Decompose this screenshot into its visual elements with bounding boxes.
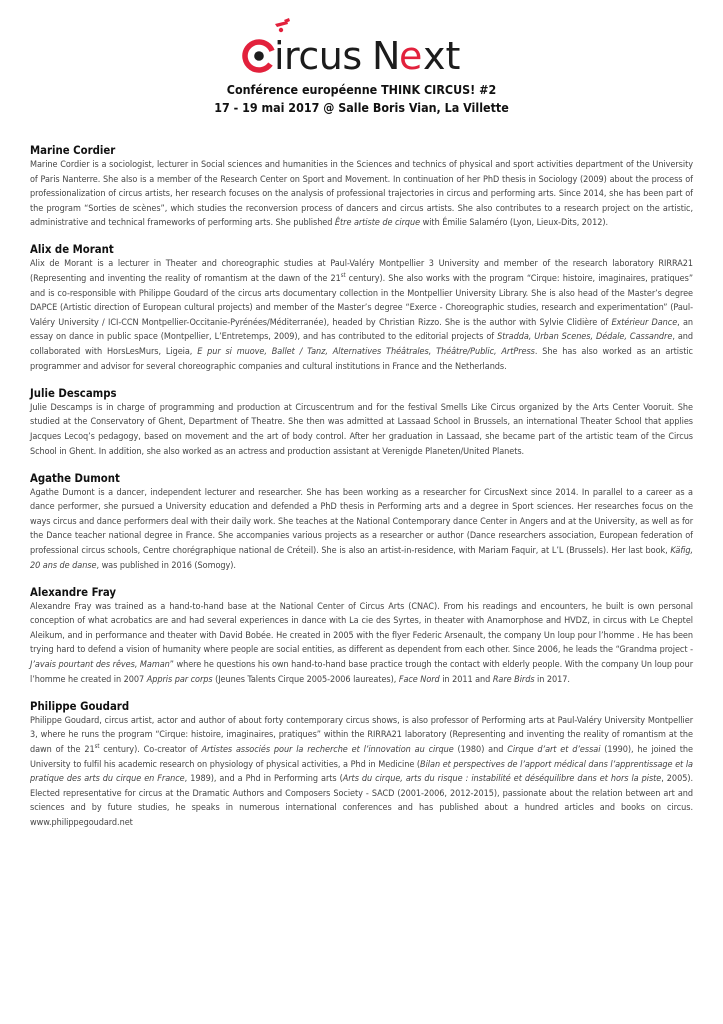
circusnext-logo — [0, 18, 723, 76]
bio-name: Agathe Dumont — [30, 471, 120, 485]
conference-date-venue: 17 - 19 mai 2017 @ Salle Boris Vian, La Villette — [214, 100, 509, 115]
bio-entry — [30, 387, 693, 459]
bio-name: Alexandre Fray — [30, 585, 116, 599]
bio-entry — [30, 243, 693, 374]
bio-text: Alexandre Fray was trained as a hand-to-hand base at the National Center of Circus Arts (CNAC). From his readings and encounters, he built is own personal conception of what acrobatics are and had several experiences in dance with La cie des Syrtes, in theater with Anamorphose and HVDZ, in circus with Le Cheptel Aleikum, and in performance and theater with David Bobée. He created in 2005 with the flyer Federic Arsenault, the company Un loup pour l’homme . He has been trying hard to defend a vision of humanity where people are social entities, as different as dependent from each other. Since 2006, he leads the “Grandma project - J’avais pourtant des rêves, Maman” where he questions his own hand-to-hand base practice trough the contact with elderly people. With the company Un loup pour l’homme he created in 2007 Appris par corps (Jeunes Talents Cirque 2005-2006 laureates), Face Nord in 2011 and Rare Birds in 2017. — [30, 601, 693, 685]
conference-header — [0, 81, 723, 117]
bio-entry — [30, 700, 693, 831]
bio-text: Marine Cordier is a sociologist, lecturer in Social sciences and humanities in the Sciences and technics of physical and sport activities department of the University of Paris Nanterre. She also is a member of the Research Center on Sport and Movement. In continuation of her PhD thesis in Sociology (2009) about the process of professionalization of circus artists, her research focuses on the analysis of professional trajectories in circus and performing arts. Since 2014, she has been part of the program “Sorties de scènes”, which studies the reconversion process of dancers and circus artists. She also contributes to a research project on the artistic, administrative and technical frameworks of performing arts. She published Être artiste de cirque with Émilie Salaméro (Lyon, Lieux-Dits, 2012). — [30, 160, 693, 229]
logo-text-ircus: ircus — [273, 34, 362, 76]
bio-name: Philippe Goudard — [30, 699, 130, 713]
bio-entry — [30, 586, 693, 688]
bio-name: Marine Cordier — [30, 144, 116, 157]
circusnext-logo-graphic — [237, 18, 487, 76]
bio-text: Alix de Morant is a lecturer in Theater and choreographic studies at Paul-Valéry Montpellier 3 University and member of the research laboratory RIRRA21 (Representing and inventing the reality of romantism at the dawn of the 21st century). She also works with the program “Cirque: histoire, imaginaires, pratiques” and is co-responsible with Philippe Goudard of the circus arts documentary collection in the Montpellier University Library. She is also head of the Master’s degree DAPCE (Artistic direction of European cultural projects) and member of the Master’s degree “Exerce - Choreographic studies, research and experimentation” (Paul-Valéry University / ICI-CCN Montpellier-Occitanie-Pyrénées/Méditerranée), headed by Christian Rizzo. She is the author with Sylvie Clidière of Extérieur Dance, an essay on dance in public space (Montpellier, L’Entretemps, 2009), and has contributed to the editorial projects of Stradda, Urban Scenes, Dédale, Cassandre, and collaborated with HorsLesMurs, Ligeia, E pur si muove, Ballet / Tanz, Alternatives Théâtrales, Théâtre/Public, ArtPress. She has also worked as an artistic programmer and advisor for several choreographic companies and cultural institutions in France and the Netherlands. — [30, 259, 694, 372]
logo-text-e: e — [398, 34, 422, 76]
logo-text-n: N — [371, 34, 400, 76]
bio-text: Julie Descamps is in charge of programming and production at Circuscentrum and for the festival Smells Like Circus organized by the Arts Center Vooruit. She studied at the Conservatory of Ghent, Department of Theatre. She then was admitted at Lassaad School in Brussels, an international Theater School that applies Jacques Lecoq’s pedagogy, based on movement and the art of body control. After her graduation in Lassaad, she became part of the artistic team of the Circus School in Ghent. In addition, she also worked as an actress and production assistant at Verenigde Planeten/United Planets. — [30, 402, 693, 457]
bio-name: Alix de Morant — [30, 243, 114, 257]
bio-entry — [30, 472, 693, 574]
bio-name: Julie Descamps — [30, 386, 117, 400]
logo-text-xt: xt — [422, 34, 460, 76]
bio-text: Philippe Goudard, circus artist, actor and author of about forty contemporary circus shows, is also professor of Performing arts at Paul-Valéry University Montpellier 3, where he runs the program “Cirque: histoire, imaginaires, pratiques” within the RIRRA21 laboratory (Representing and inventing the reality of romantism at the dawn of the 21st century). Co-creator of Artistes associés pour la recherche et l’innovation au cirque (1980) and Cirque d’art et d’essai (1990), he joined the University to fulfil his academic research on physiology of physical activities, a Phd in Medicine (Bilan et perspectives de l’apport médical dans l’apprentissage et la pratique des arts du cirque en France, 1989), and a Phd in Performing arts (Arts du cirque, arts du risque : instabilité et déséquilibre dans et hors la piste, 2005). Elected representative for circus at the Dramatic Authors and Composers Society - SACD (2001-2006, 2012-2015), passionate about the relation between art and sciences and by future studies, he speaks in numerous international conferences and has published about a hundred articles and books on circus. www.philippegoudard.net — [30, 715, 693, 828]
bio-text: Agathe Dumont is a dancer, independent lecturer and researcher. She has been working as a researcher for CircusNext since 2014. In parallel to a career as a dance performer, she pursued a University education and defended a PhD thesis in Performing arts and a degree in Sport sciences. Her researches focus on the ways circus and dance performers deal with their daily work. She teaches at the National Contemporary dance Center in Angers and at the University, as well as for the Dance teacher national degree in France. She accompanies various projects as a researcher or author (Dance researchers association, European federation of professional circus schools, Centre chorégraphique national de Créteil). She is also an artist-in-residence, with Mariam Faquir, at L’L (Brussels). Her last book, Käfig, 20 ans de danse, was published in 2016 (Somogy). — [30, 487, 693, 571]
speaker-bios — [30, 144, 693, 843]
conference-title: Conférence européenne THINK CIRCUS! #2 — [226, 82, 497, 97]
bio-entry — [30, 144, 693, 231]
